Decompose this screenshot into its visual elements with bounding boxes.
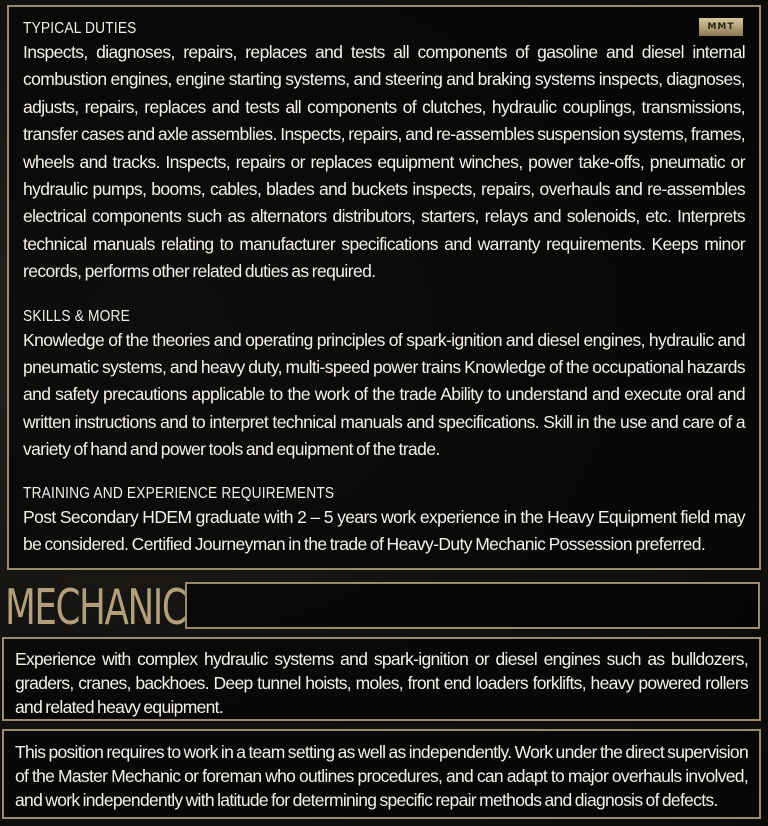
position-text: This position requires to work in a team setting as well as independently. Work under the direct supervision of the Master Mechanic or foreman who outlines procedures, and can adapt to major overhauls involved, and work independently with latitude for determining specific repair methods and diagnosis of defects. bbox=[15, 742, 748, 810]
experience-text: Experience with complex hydraulic systems and spark-ignition or diesel engines such as bulldozers, graders, cranes, backhoes. Deep tunnel hoists, moles, front end loaders forklifts, heavy powered rollers and related heavy equipment. bbox=[15, 649, 748, 717]
position-box bbox=[2, 729, 761, 819]
training-heading: TRAINING AND EXPERIENCE REQUIREMENTS bbox=[23, 484, 335, 502]
skills-heading: SKILLS & MORE bbox=[23, 307, 131, 325]
title-frame bbox=[185, 582, 760, 629]
job-description-panel bbox=[7, 5, 761, 570]
typical-duties-heading: TYPICAL DUTIES bbox=[23, 20, 137, 37]
mechanic-title: MECHANIC bbox=[5, 579, 186, 636]
skills-text: Knowledge of the theories and operating principles of spark-ignition and diesel engines, hydraulic and pneumatic systems, and heavy duty, multi-speed power trains Knowledge of the occupational hazards and safety precautions applicable to the work of the trade Ability to understand and execute oral and written instructions and to interpret technical manuals and specifications. Skill in the use and care of a variety of hand and power tools and equipment of the trade. bbox=[23, 329, 745, 460]
typical-duties-text: Inspects, diagnoses, repairs, replaces and tests all components of gasoline and diesel internal combustion engines, engine starting systems, and steering and braking systems inspects, diagnoses, adjusts, repairs, replaces and tests all components of clutches, hydraulic couplings, transmissions, transfer cases and axle assemblies. Inspects, repairs, and re-assembles suspension systems, frames, wheels and tracks. Inspects, repairs or replaces equipment winches, power take-offs, pneumatic or hydraulic pumps, booms, cables, blades and buckets inspects, repairs, overhauls and re-assembles electrical components such as alternators distributors, starters, relays and solenoids, etc. Interprets technical manuals relating to manufacturer specifications and warranty requirements. Keeps minor records, performs other related duties as required. bbox=[23, 42, 745, 282]
experience-box bbox=[2, 637, 761, 721]
training-text: Post Secondary HDEM graduate with 2 – 5 years work experience in the Heavy Equipment field may be considered. Certified Journeyman in the trade of Heavy-Duty Mechanic Possession preferred. bbox=[23, 506, 745, 555]
company-logo: MMT bbox=[699, 18, 743, 36]
